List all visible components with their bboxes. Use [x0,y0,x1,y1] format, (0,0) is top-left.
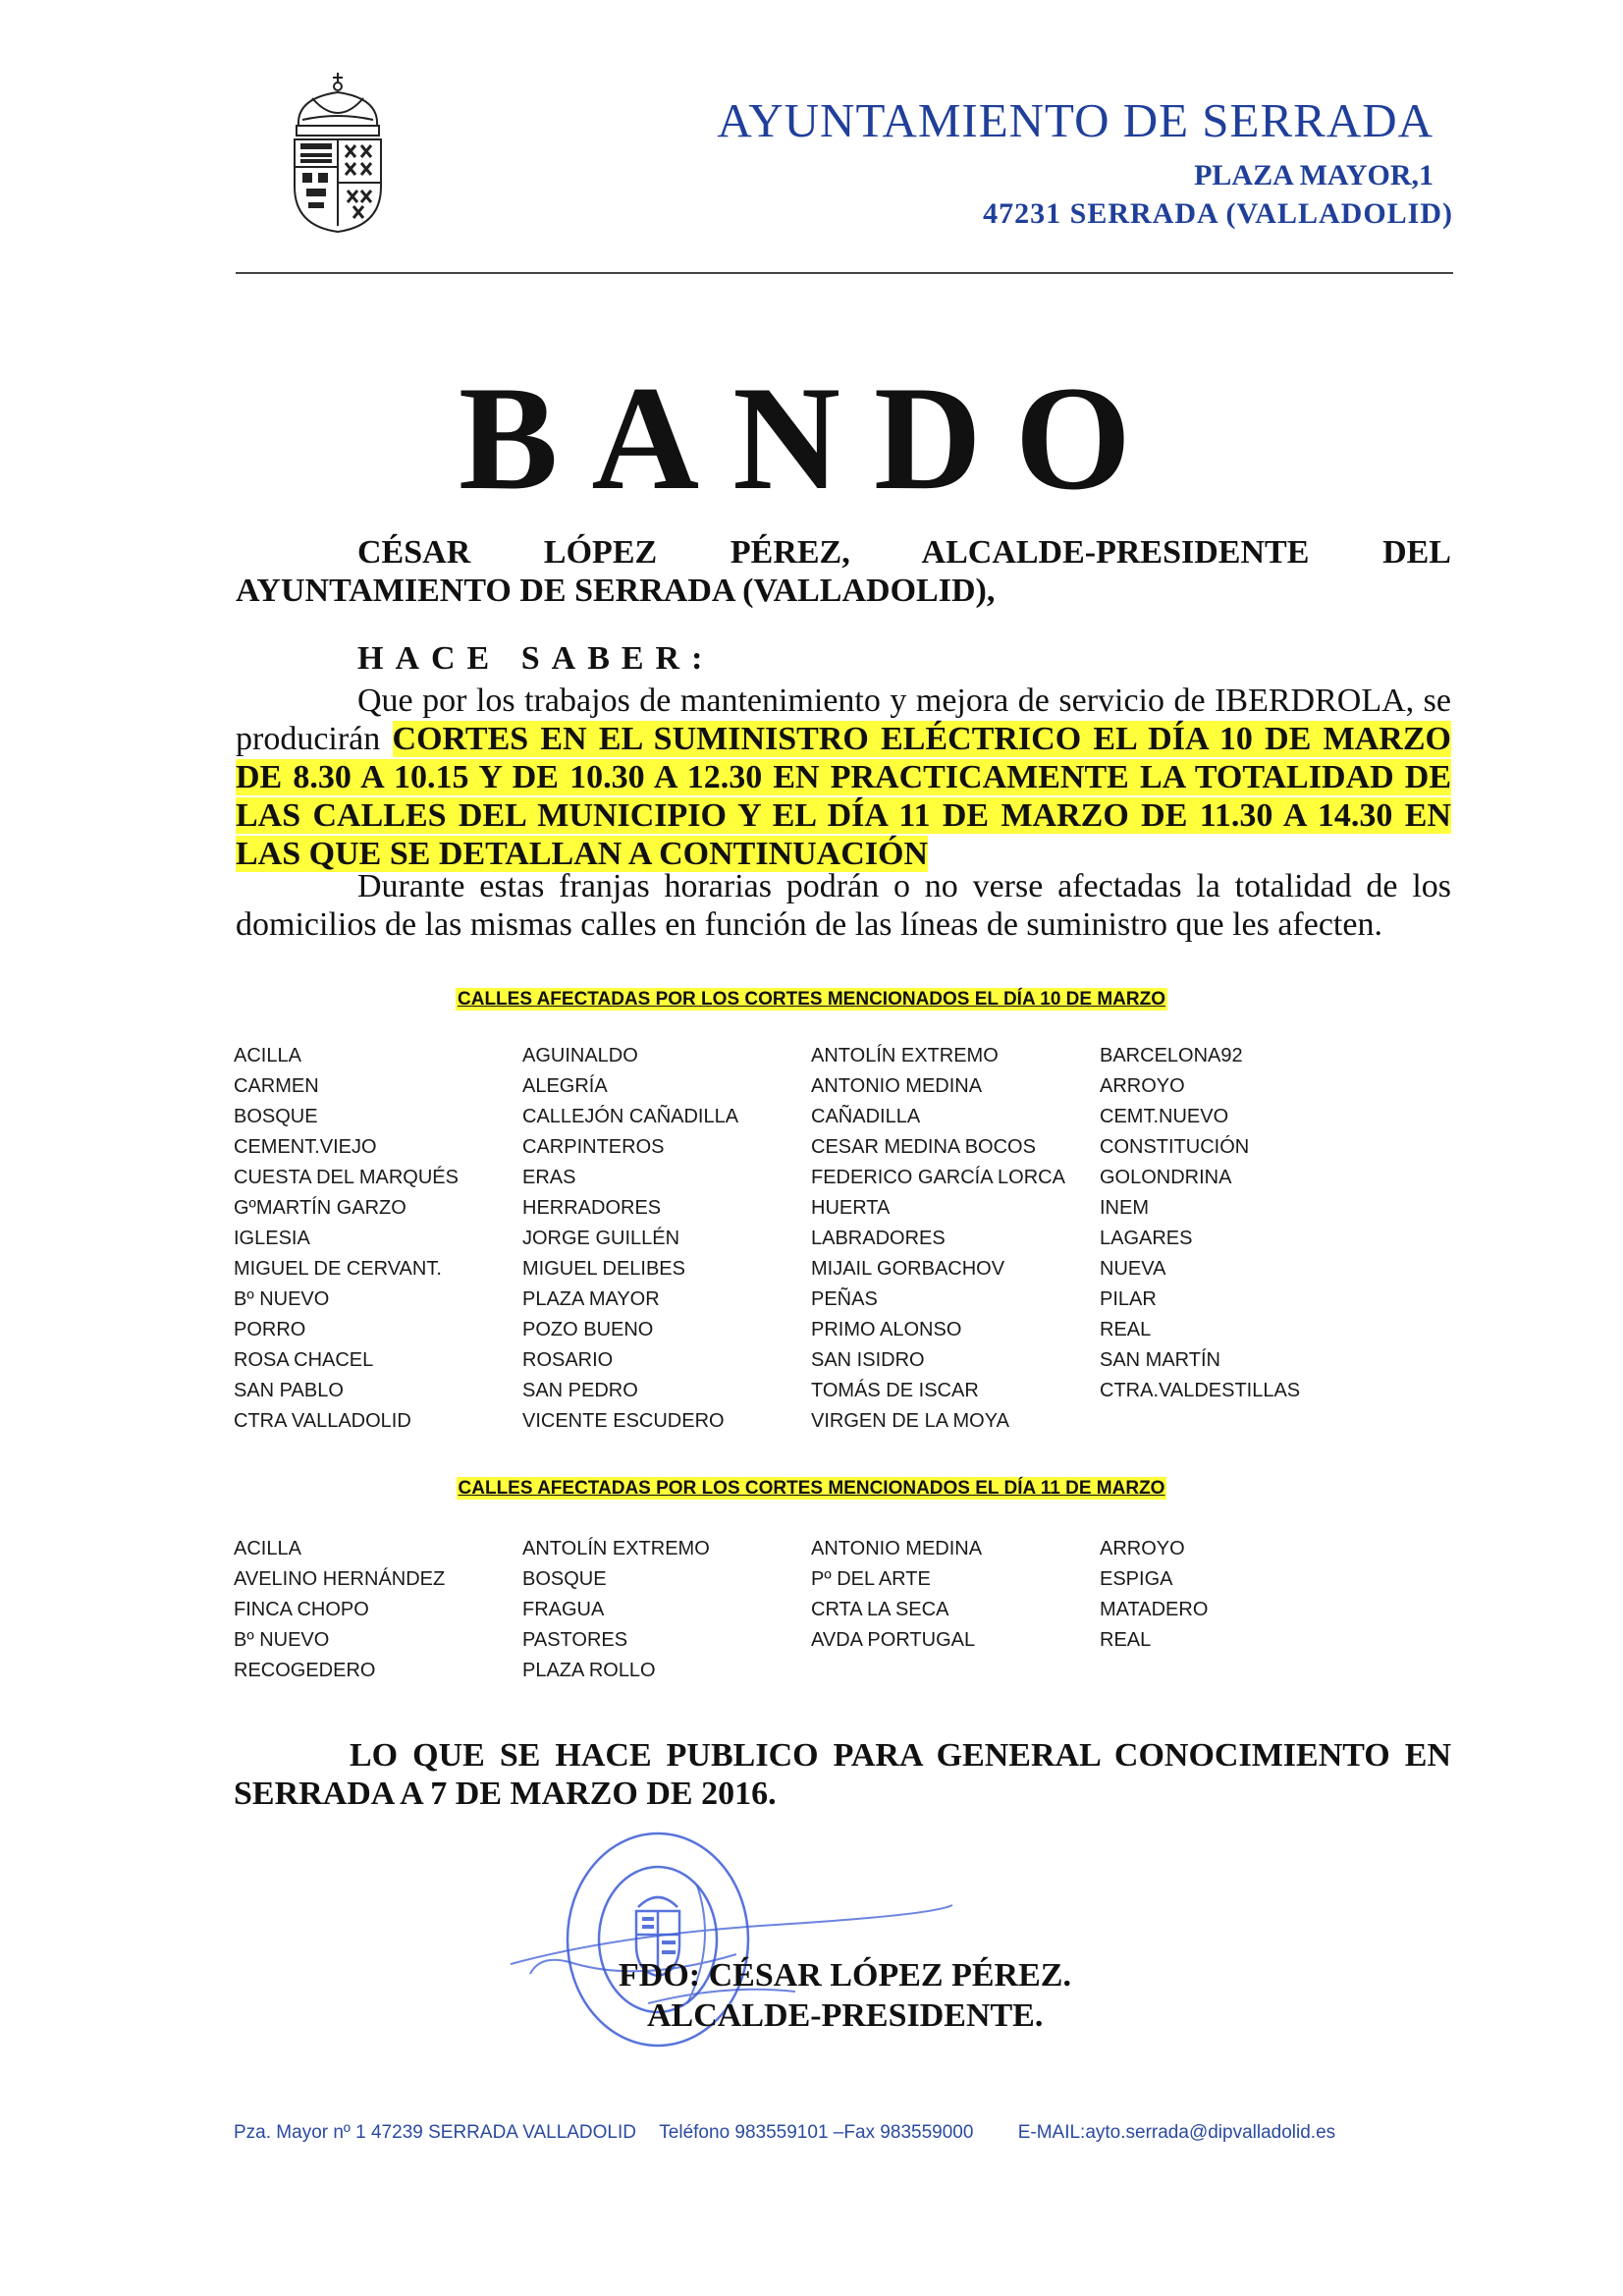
street-name [1100,1656,1388,1686]
street-name: ANTOLÍN EXTREMO [522,1538,710,1559]
street-name: CARMEN [234,1075,319,1097]
street-name: SAN MARTÍN [1100,1349,1220,1371]
street-name: PRIMO ALONSO [811,1319,962,1340]
street-name: ALEGRÍA [522,1075,608,1097]
street-name: JORGE GUILLÉN [522,1228,680,1249]
street-name: FINCA CHOPO [234,1599,369,1620]
street-name: BOSQUE [234,1106,318,1127]
street-name: CEMENT.VIEJO [234,1136,377,1158]
street-name: GºMARTÍN GARZO [234,1197,406,1219]
street-name: REAL [1100,1319,1152,1340]
street-name: MIJAIL GORBACHOV [811,1258,1005,1280]
street-name: MIGUEL DE CERVANT. [234,1258,442,1280]
street-name: PASTORES [522,1629,628,1651]
notice-intro: Que por los trabajos de mantenimiento y mejora de servicio de IBERDROLA, se producirán [236,683,1451,757]
day10-street-list [234,1041,1412,1437]
street-name: CRTA LA SECA [811,1599,949,1620]
street-name: RECOGEDERO [234,1660,376,1681]
street-name: VIRGEN DE LA MOYA [811,1410,1009,1432]
street-name: Bº NUEVO [234,1629,330,1651]
street-name: TOMÁS DE ISCAR [811,1380,979,1401]
street-name: FEDERICO GARCÍA LORCA [811,1167,1065,1188]
street-name: LABRADORES [811,1228,946,1249]
street-name: POZO BUENO [522,1319,654,1340]
street-name: MATADERO [1100,1599,1209,1620]
street-name: CTRA VALLADOLID [234,1410,411,1432]
street-name: Bº NUEVO [234,1288,330,1310]
footer-phone: Teléfono 983559101 –Fax 983559000 [659,2122,974,2143]
street-name: CTRA.VALDESTILLAS [1100,1380,1301,1401]
street-name: PORRO [234,1319,306,1340]
document-title: BANDO [459,355,1164,520]
street-name: ACILLA [234,1538,301,1559]
street-name: ESPIGA [1100,1568,1173,1590]
street-name: CARPINTEROS [522,1136,665,1158]
street-name: ACILLA [234,1045,301,1066]
signatory-name: FDO: CÉSAR LÓPEZ PÉREZ. [619,1957,1071,1994]
street-name: CALLEJÓN CAÑADILLA [522,1106,739,1127]
street-name: PEÑAS [811,1288,878,1310]
street-name: SAN ISIDRO [811,1349,925,1371]
org-name: AYUNTAMIENTO DE SERRADA [717,93,1434,147]
street-name: PLAZA MAYOR [522,1288,660,1310]
street-name: CONSTITUCIÓN [1100,1136,1250,1158]
notice-note: Durante estas franjas horarias podrán o no verse afectadas la totalidad de los domicilios de las mismas calles en función de las líneas de suministro que les afecten. [236,868,1451,943]
street-name: CEMT.NUEVO [1100,1106,1229,1127]
street-name: ROSA CHACEL [234,1349,374,1371]
day11-heading-text: CALLES AFECTADAS POR LOS CORTES MENCIONADOS EL DÍA 11 DE MARZO [458,1478,1165,1499]
street-name: ARROYO [1100,1075,1185,1097]
street-name: CAÑADILLA [811,1106,921,1127]
street-name: HERRADORES [522,1197,662,1219]
street-name: Pº DEL ARTE [811,1568,931,1590]
hace-saber-heading: HACE SABER: [357,640,715,677]
street-name: ANTONIO MEDINA [811,1075,983,1097]
street-name: BARCELONA92 [1100,1045,1243,1066]
footer-email: E-MAIL:ayto.serrada@dipvalladolid.es [1017,2122,1336,2143]
street-name [1100,1406,1388,1437]
signatory-role: ALCALDE-PRESIDENTE. [647,1997,1044,2034]
street-name: ARROYO [1100,1538,1185,1559]
street-name: AVELINO HERNÁNDEZ [234,1568,446,1590]
street-name: REAL [1100,1629,1152,1651]
street-name [811,1656,1100,1686]
street-name: ROSARIO [522,1349,614,1371]
notice-highlight: CORTES EN EL SUMINISTRO ELÉCTRICO EL DÍA 10 DE MARZO DE 8.30 A 10.15 Y DE 10.30 A 12.30 EN PRACTICAMENTE LA TOTALIDAD DE LAS CALLES DEL MUNICIPIO Y EL DÍA 11 DE MARZO DE 11.30 A 14.30 EN LAS QUE SE DETALLAN A CONTINUACIÓN [236,721,1451,872]
street-name: AVDA PORTUGAL [811,1629,976,1651]
closing-statement: LO QUE SE HACE PUBLICO PARA GENERAL CONOCIMIENTO EN SERRADA A 7 DE MARZO DE 2016. [234,1737,1451,1812]
footer-address: Pza. Mayor nº 1 47239 SERRADA VALLADOLID [234,2122,637,2143]
day10-heading [0,989,1623,1011]
footer [234,2122,1412,2144]
street-name: AGUINALDO [522,1045,638,1066]
day11-street-list [234,1534,1412,1686]
street-name: SAN PABLO [234,1380,344,1401]
street-name: INEM [1100,1197,1149,1219]
street-name: CESAR MEDINA BOCOS [811,1136,1036,1158]
org-city: 47231 SERRADA (VALLADOLID) [983,197,1453,230]
street-name: ANTONIO MEDINA [811,1538,983,1559]
street-name: ANTOLÍN EXTREMO [811,1045,999,1066]
street-name: CUESTA DEL MARQUÉS [234,1167,459,1188]
street-name: MIGUEL DELIBES [522,1258,685,1280]
street-name: PILAR [1100,1288,1157,1310]
street-name: LAGARES [1100,1228,1193,1249]
street-name: GOLONDRINA [1100,1167,1232,1188]
street-name: FRAGUA [522,1599,605,1620]
day11-heading [0,1478,1623,1500]
org-street: PLAZA MAYOR,1 [1194,159,1434,191]
street-name: VICENTE ESCUDERO [522,1410,725,1432]
street-name: ERAS [522,1167,576,1188]
street-name: BOSQUE [522,1568,607,1590]
mayor-line: CÉSAR LÓPEZ PÉREZ, ALCALDE-PRESIDENTE DEL AYUNTAMIENTO DE SERRADA (VALLADOLID), [236,534,1451,609]
street-name: SAN PEDRO [522,1380,638,1401]
day10-heading-text: CALLES AFECTADAS POR LOS CORTES MENCIONADOS EL DÍA 10 DE MARZO [458,989,1165,1010]
notice-paragraph [236,682,1451,873]
coat-of-arms-icon [283,69,393,236]
street-name: HUERTA [811,1197,891,1219]
street-name: PLAZA ROLLO [522,1660,656,1681]
header-divider [236,272,1453,274]
street-name: NUEVA [1100,1258,1166,1280]
street-name: IGLESIA [234,1228,310,1249]
